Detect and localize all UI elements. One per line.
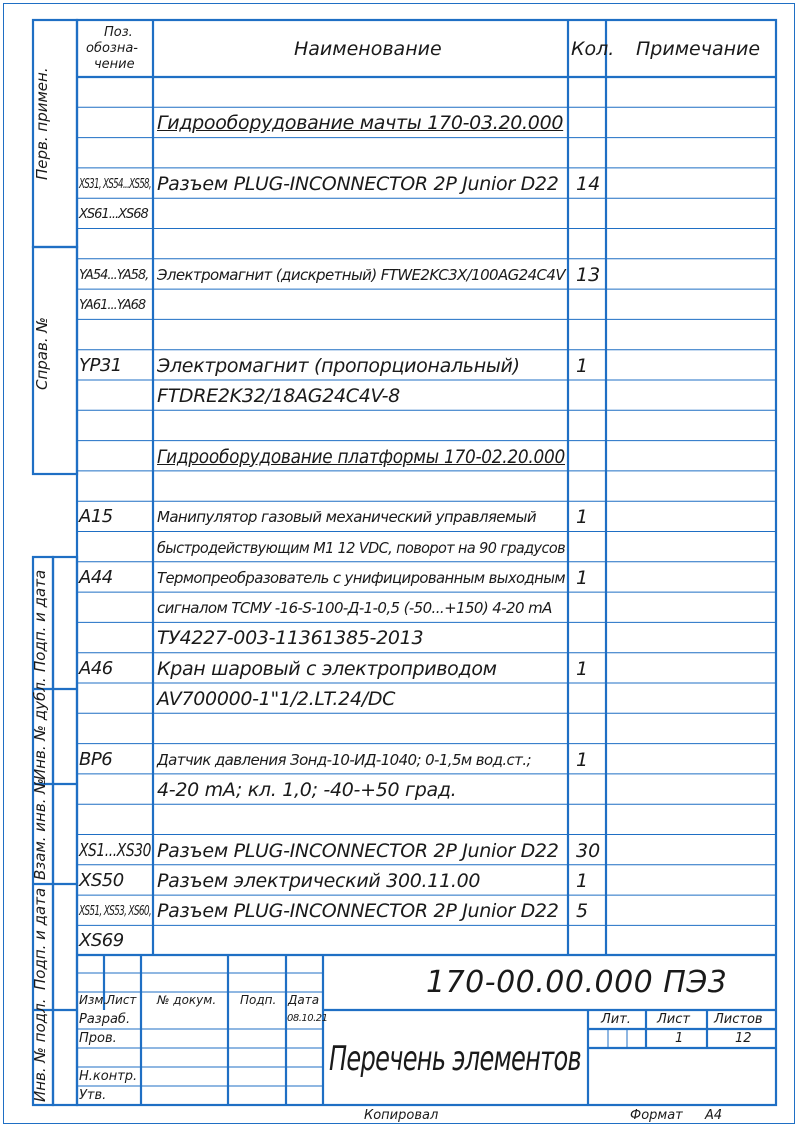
stamp-listov-label: Листов [714, 1012, 763, 1027]
row-quantity: 13 [576, 263, 601, 286]
stamp-col-data: Дата [288, 993, 320, 1007]
row-name: Электромагнит (дискретный) FTWE2KC3X/100AG24C4V [157, 265, 565, 284]
header-pos-line3: чение [94, 57, 135, 72]
row-position: A15 [79, 506, 113, 528]
row-quantity: 1 [576, 748, 589, 771]
row-position: YP31 [79, 354, 122, 376]
footer-format-label: Формат [630, 1108, 683, 1123]
stamp-prov: Пров. [79, 1031, 117, 1046]
row-name: ТУ4227-003-11361385-2013 [157, 627, 424, 650]
stamp-listov-value: 12 [735, 1031, 752, 1046]
stamp-col-dokum: № докум. [157, 993, 217, 1007]
header-pos-line1: Поз. [104, 25, 133, 40]
row-name: сигналом ТСМУ -16-S-100-Д-1-0,5 (-50...+150) 4-20 mA [157, 599, 552, 618]
row-position: XS61...XS68 [79, 207, 148, 223]
row-quantity: 30 [576, 839, 601, 862]
side-label-podp-data-1: Подп. и дата [31, 569, 49, 672]
stamp-col-list: Лист [106, 993, 137, 1007]
stamp-list-value: 1 [675, 1031, 684, 1046]
row-name: Разъем PLUG-INCONNECTOR 2P Junior D22 [157, 172, 559, 195]
side-label-sprav: Справ. № [33, 317, 51, 390]
stamp-razrab-date: 08.10.21 [287, 1013, 328, 1024]
row-position: XS50 [79, 869, 124, 891]
row-quantity: 1 [576, 566, 589, 589]
row-name: 4-20 mA; кл. 1,0; -40-+50 град. [157, 778, 457, 801]
row-position: XS51, XS53, XS60, [79, 904, 151, 920]
side-label-vzam-inv: Взам. инв. № [31, 778, 49, 880]
row-position: YA54...YA58, [79, 267, 149, 283]
doc-title: Перечень элементов [329, 1039, 581, 1079]
row-name: Гидрооборудование платформы 170-02.20.000 [157, 445, 565, 468]
stamp-razrab: Разраб. [79, 1012, 131, 1027]
row-position: A44 [79, 566, 113, 588]
row-name: Манипулятор газовый механический управляемый [157, 508, 537, 527]
row-quantity: 1 [576, 506, 589, 529]
stamp-col-podp: Подп. [240, 993, 277, 1007]
row-position: YA61...YA68 [79, 298, 146, 314]
row-name: Гидрооборудование мачты 170-03.20.000 [157, 112, 564, 135]
footer-kopiroval: Копировал [364, 1108, 439, 1123]
row-position: BP6 [79, 748, 113, 770]
stamp-list-label: Лист [657, 1012, 690, 1027]
stamp-lit: Лит. [601, 1012, 631, 1027]
footer-format-value: A4 [705, 1108, 723, 1123]
header-pos-line2: обозна- [86, 41, 138, 56]
stamp-col-izm: Изм. [79, 993, 108, 1007]
row-name: Разъем PLUG-INCONNECTOR 2P Junior D22 [157, 839, 559, 862]
row-position: XS31, XS54...XS58, [79, 176, 151, 192]
side-label-perv-primen: Перв. примен. [33, 67, 51, 180]
row-name: Датчик давления Зонд-10-ИД-1040; 0-1,5м вод.ст.; [157, 750, 531, 769]
doc-code: 170-00.00.000 ПЭ3 [426, 965, 728, 1000]
header-note: Примечание [636, 38, 761, 60]
row-name: Разъем электрический 300.11.00 [157, 869, 481, 892]
row-name: Разъем PLUG-INCONNECTOR 2P Junior D22 [157, 900, 559, 923]
row-quantity: 14 [576, 172, 601, 195]
row-position: XS1...XS30 [79, 839, 151, 861]
header-name: Наименование [294, 38, 442, 60]
row-quantity: 1 [576, 657, 589, 680]
side-label-podp-data-2: Подп. и дата [31, 887, 49, 990]
row-quantity: 5 [576, 900, 589, 923]
header-qty: Кол. [571, 38, 615, 60]
row-name: FTDRE2K32/18AG24C4V-8 [157, 385, 400, 407]
row-position: XS69 [79, 930, 124, 952]
side-label-inv-podl: Инв. № подл. [31, 998, 49, 1102]
row-name: AV700000-1"1/2.LT.24/DC [157, 688, 396, 710]
stamp-utv: Утв. [79, 1088, 107, 1103]
row-quantity: 1 [576, 869, 589, 892]
row-name: Кран шаровый с электроприводом [157, 657, 497, 680]
side-label-inv-dubl: Инв. № дубл. [31, 677, 49, 780]
row-quantity: 1 [576, 354, 589, 377]
row-name: Электромагнит (пропорциональный) [157, 354, 520, 377]
row-name: Термопреобразователь с унифицированным выходным [157, 568, 565, 587]
row-name: быстродействующим М1 12 VDC, поворот на 90 градусов [157, 538, 565, 557]
stamp-nkontr: Н.контр. [79, 1069, 138, 1084]
row-position: A46 [79, 657, 113, 679]
